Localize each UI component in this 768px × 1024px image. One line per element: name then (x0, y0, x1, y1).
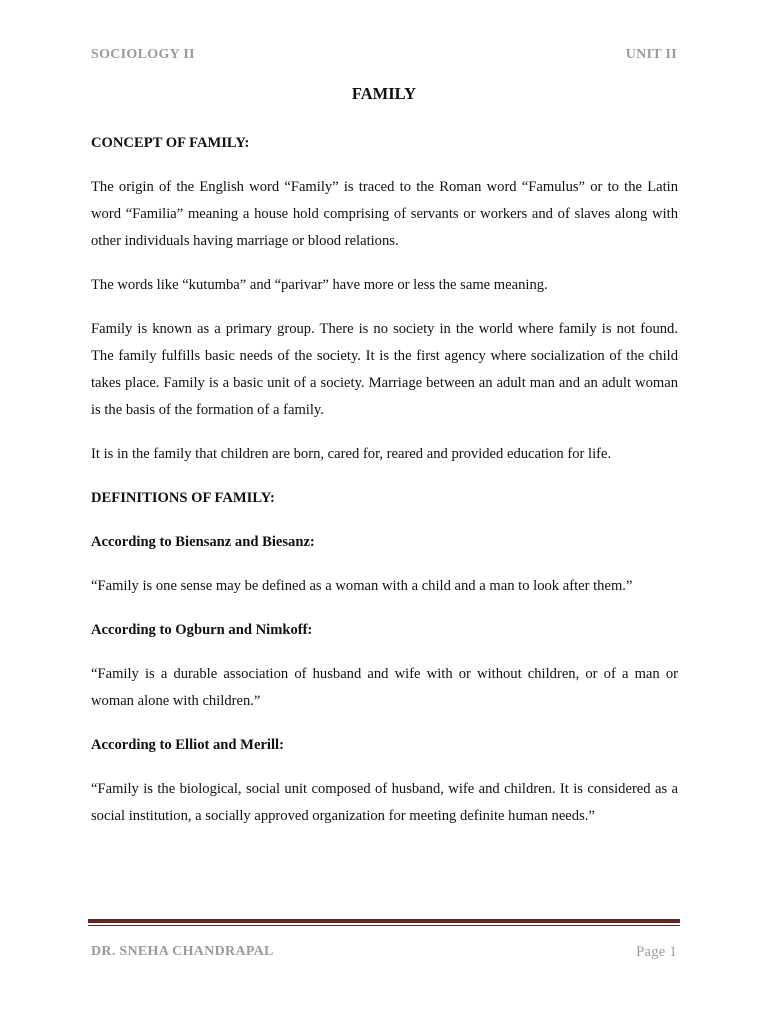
header-unit: UNIT II (625, 47, 677, 62)
paragraph-children: It is in the family that children are born, cared for, reared and provided education for life. (91, 446, 612, 462)
definition-text-ogburn: “Family is a durable association of husband and wife with or without children, or of a man or woman alone with children.” (91, 666, 678, 709)
definition-author-ogburn: According to Ogburn and Nimkoff: (91, 622, 313, 638)
definition-author-elliot: According to Elliot and Merill: (91, 737, 284, 753)
paragraph-primary-group: Family is known as a primary group. There is no society in the world where family is not found. The family fulfills basic needs of the society. It is the first agency where socialization of the child takes place. Family is a basic unit of a society. Marriage between an adult man and an adult woman is the basis of the formation of a family. (91, 321, 678, 418)
page-number: Page 1 (636, 944, 677, 960)
footer-rule-thick (88, 919, 680, 923)
definition-text-elliot: “Family is the biological, social unit composed of husband, wife and children. It is considered as a social institution, a socially approved organization for meeting definite human needs.” (91, 781, 678, 824)
definition-text-biesanz: “Family is one sense may be defined as a woman with a child and a man to look after them.” (91, 578, 633, 594)
page-title: FAMILY (351, 84, 417, 103)
paragraph-words: The words like “kutumba” and “parivar” have more or less the same meaning. (91, 277, 548, 293)
footer-author: DR. SNEHA CHANDRAPAL (91, 944, 274, 959)
concept-heading: CONCEPT OF FAMILY: (91, 135, 250, 151)
definitions-heading: DEFINITIONS OF FAMILY: (91, 490, 275, 506)
footer-rule-thin (88, 925, 680, 926)
header-subject: SOCIOLOGY II (91, 47, 195, 62)
definition-author-biesanz: According to Biensanz and Biesanz: (91, 534, 315, 550)
document-body (91, 130, 678, 847)
paragraph-origin: The origin of the English word “Family” is traced to the Roman word “Famulus” or to the Latin word “Familia” meaning a house hold comprising of servants or workers and of slaves along with other individuals having marriage or blood relations. (91, 179, 678, 249)
